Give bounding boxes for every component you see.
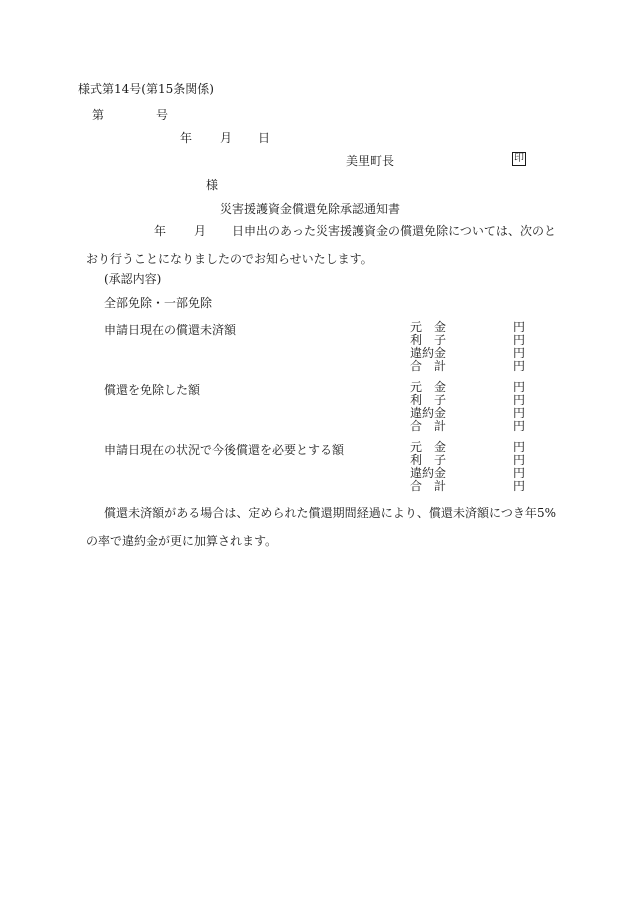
unit-yen: 円	[513, 440, 526, 454]
section-units	[513, 321, 525, 373]
unit-yen: 円	[513, 380, 526, 394]
item-principal: 元 金	[410, 440, 447, 454]
item-interest: 利 子	[410, 333, 447, 347]
section-units	[513, 381, 525, 433]
unit-yen: 円	[513, 453, 526, 467]
intro-paragraph: 日申出のあった災害援護資金の償還免除については、次のとおり行うことになりましたのでお知らせいたします。	[86, 224, 556, 266]
unit-yen: 円	[513, 479, 526, 493]
intro-month: 月	[194, 224, 207, 238]
unit-yen: 円	[513, 320, 526, 334]
section-units	[513, 441, 525, 493]
date-month: 月	[220, 131, 233, 145]
document-title: 災害援護資金償還免除承認通知書	[220, 202, 401, 216]
item-penalty: 違約金	[410, 406, 447, 420]
doc-number-prefix: 第	[92, 108, 105, 122]
item-principal: 元 金	[410, 320, 447, 334]
intro-year: 年	[154, 224, 167, 238]
seal-mark: 印	[514, 153, 524, 164]
date-year: 年	[180, 131, 193, 145]
section-items	[410, 381, 446, 433]
section-label: 申請日現在の状況で今後償還を必要とする額	[104, 443, 345, 457]
doc-number-suffix: 号	[156, 108, 169, 122]
section-items	[410, 441, 446, 493]
item-interest: 利 子	[410, 453, 447, 467]
unit-yen: 円	[513, 406, 526, 420]
item-total: 合 計	[410, 419, 447, 433]
unit-yen: 円	[513, 419, 526, 433]
date-day: 日	[258, 131, 271, 145]
unit-yen: 円	[513, 359, 526, 373]
item-interest: 利 子	[410, 393, 447, 407]
penalty-note: 償還未済額がある場合は、定められた償還期間経過により、償還未済額につき年5%の率で違約金が更に加算されます。	[86, 506, 556, 548]
issuer-name: 美里町長	[346, 154, 395, 168]
item-penalty: 違約金	[410, 466, 447, 480]
item-total: 合 計	[410, 479, 447, 493]
unit-yen: 円	[513, 466, 526, 480]
item-penalty: 違約金	[410, 346, 447, 360]
unit-yen: 円	[513, 333, 526, 347]
form-number: 様式第14号(第15条関係)	[78, 82, 214, 96]
section-label: 償還を免除した額	[104, 383, 201, 397]
recipient-suffix: 様	[206, 178, 219, 192]
item-principal: 元 金	[410, 380, 447, 394]
section-label: 申請日現在の償還未済額	[104, 323, 237, 337]
item-total: 合 計	[410, 359, 447, 373]
approval-type: 全部免除・一部免除	[104, 296, 213, 310]
approval-heading: (承認内容)	[104, 272, 162, 286]
unit-yen: 円	[513, 346, 526, 360]
unit-yen: 円	[513, 393, 526, 407]
section-items	[410, 321, 446, 373]
